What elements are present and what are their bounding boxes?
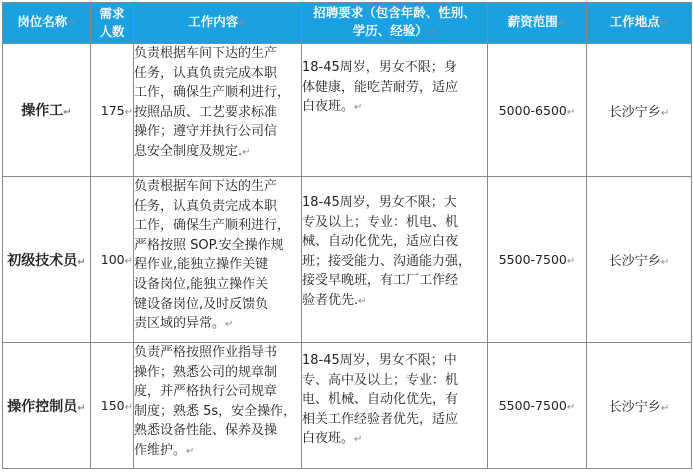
header-requirements: 招聘要求（包含年龄、性别、 学历、经验）↵ xyxy=(302,3,488,44)
requirements-cell: 18-45周岁，男女不限；身 体健康，能吃苦耐劳，适应 白夜班。↵ xyxy=(302,44,488,177)
count-cell: 150↵ xyxy=(91,343,134,469)
header-duties: 工作内容↵ xyxy=(134,3,302,44)
duties-cell: 负责根据车间下达的生产 任务，认真负责完成本职 工作，确保生产顺利进行， 按照品质、工艺要求标准 操作；遵守并执行公司信 息安全制度及规定.↵ xyxy=(134,44,302,177)
table-row xyxy=(3,177,692,343)
requirements-cell: 18-45周岁，男女不限；中 专、高中及以上；专业：机 电、机械、自动化优先，有 相关工作经验者优先，适应 白夜班。↵ xyxy=(302,343,488,469)
count-cell: 100↵ xyxy=(91,177,134,343)
position-cell: 操作控制员↵ xyxy=(3,343,91,469)
table-row xyxy=(3,343,692,469)
duties-cell: 负责严格按照作业指导书 操作；熟悉公司的规章制 度，并严格执行公司规章 制度；熟悉 5s，安全操作， 熟悉设备性能、保养及操 作维护。↵ xyxy=(134,343,302,469)
position-cell: 初级技术员↵ xyxy=(3,177,91,343)
header-location: 工作地点↵ xyxy=(587,3,692,44)
header-salary: 薪资范围↵ xyxy=(488,3,587,44)
header-count: 需求 人数 xyxy=(91,3,134,44)
salary-cell: 5000-6500↵ xyxy=(488,44,587,177)
job-table xyxy=(2,2,692,469)
location-cell: 长沙宁乡↵ xyxy=(587,44,692,177)
count-cell: 175↵ xyxy=(91,44,134,177)
duties-cell: 负责根据车间下达的生产 任务，认真负责完成本职 工作，确保生产顺利进行， 严格按照 SOP.安全操作规 程作业,能独立操作关键 设备岗位,能独立操作关 键设备岗位,及时反馈负 责区域的异常。↵ xyxy=(134,177,302,343)
table-row xyxy=(3,44,692,177)
requirements-cell: 18-45周岁，男女不限；大 专及以上；专业：机电、机 械、自动化优先，适应白夜 班；接受能力、沟通能力强， 接受早晚班，有工厂工作经 验者优先.↵ xyxy=(302,177,488,343)
header-position: 岗位名称↵ xyxy=(3,3,91,44)
location-cell: 长沙宁乡↵ xyxy=(587,177,692,343)
salary-cell: 5500-7500↵ xyxy=(488,343,587,469)
position-cell: 操作工↵ xyxy=(3,44,91,177)
location-cell: 长沙宁乡↵ xyxy=(587,343,692,469)
salary-cell: 5500-7500↵ xyxy=(488,177,587,343)
header-row xyxy=(3,3,692,44)
